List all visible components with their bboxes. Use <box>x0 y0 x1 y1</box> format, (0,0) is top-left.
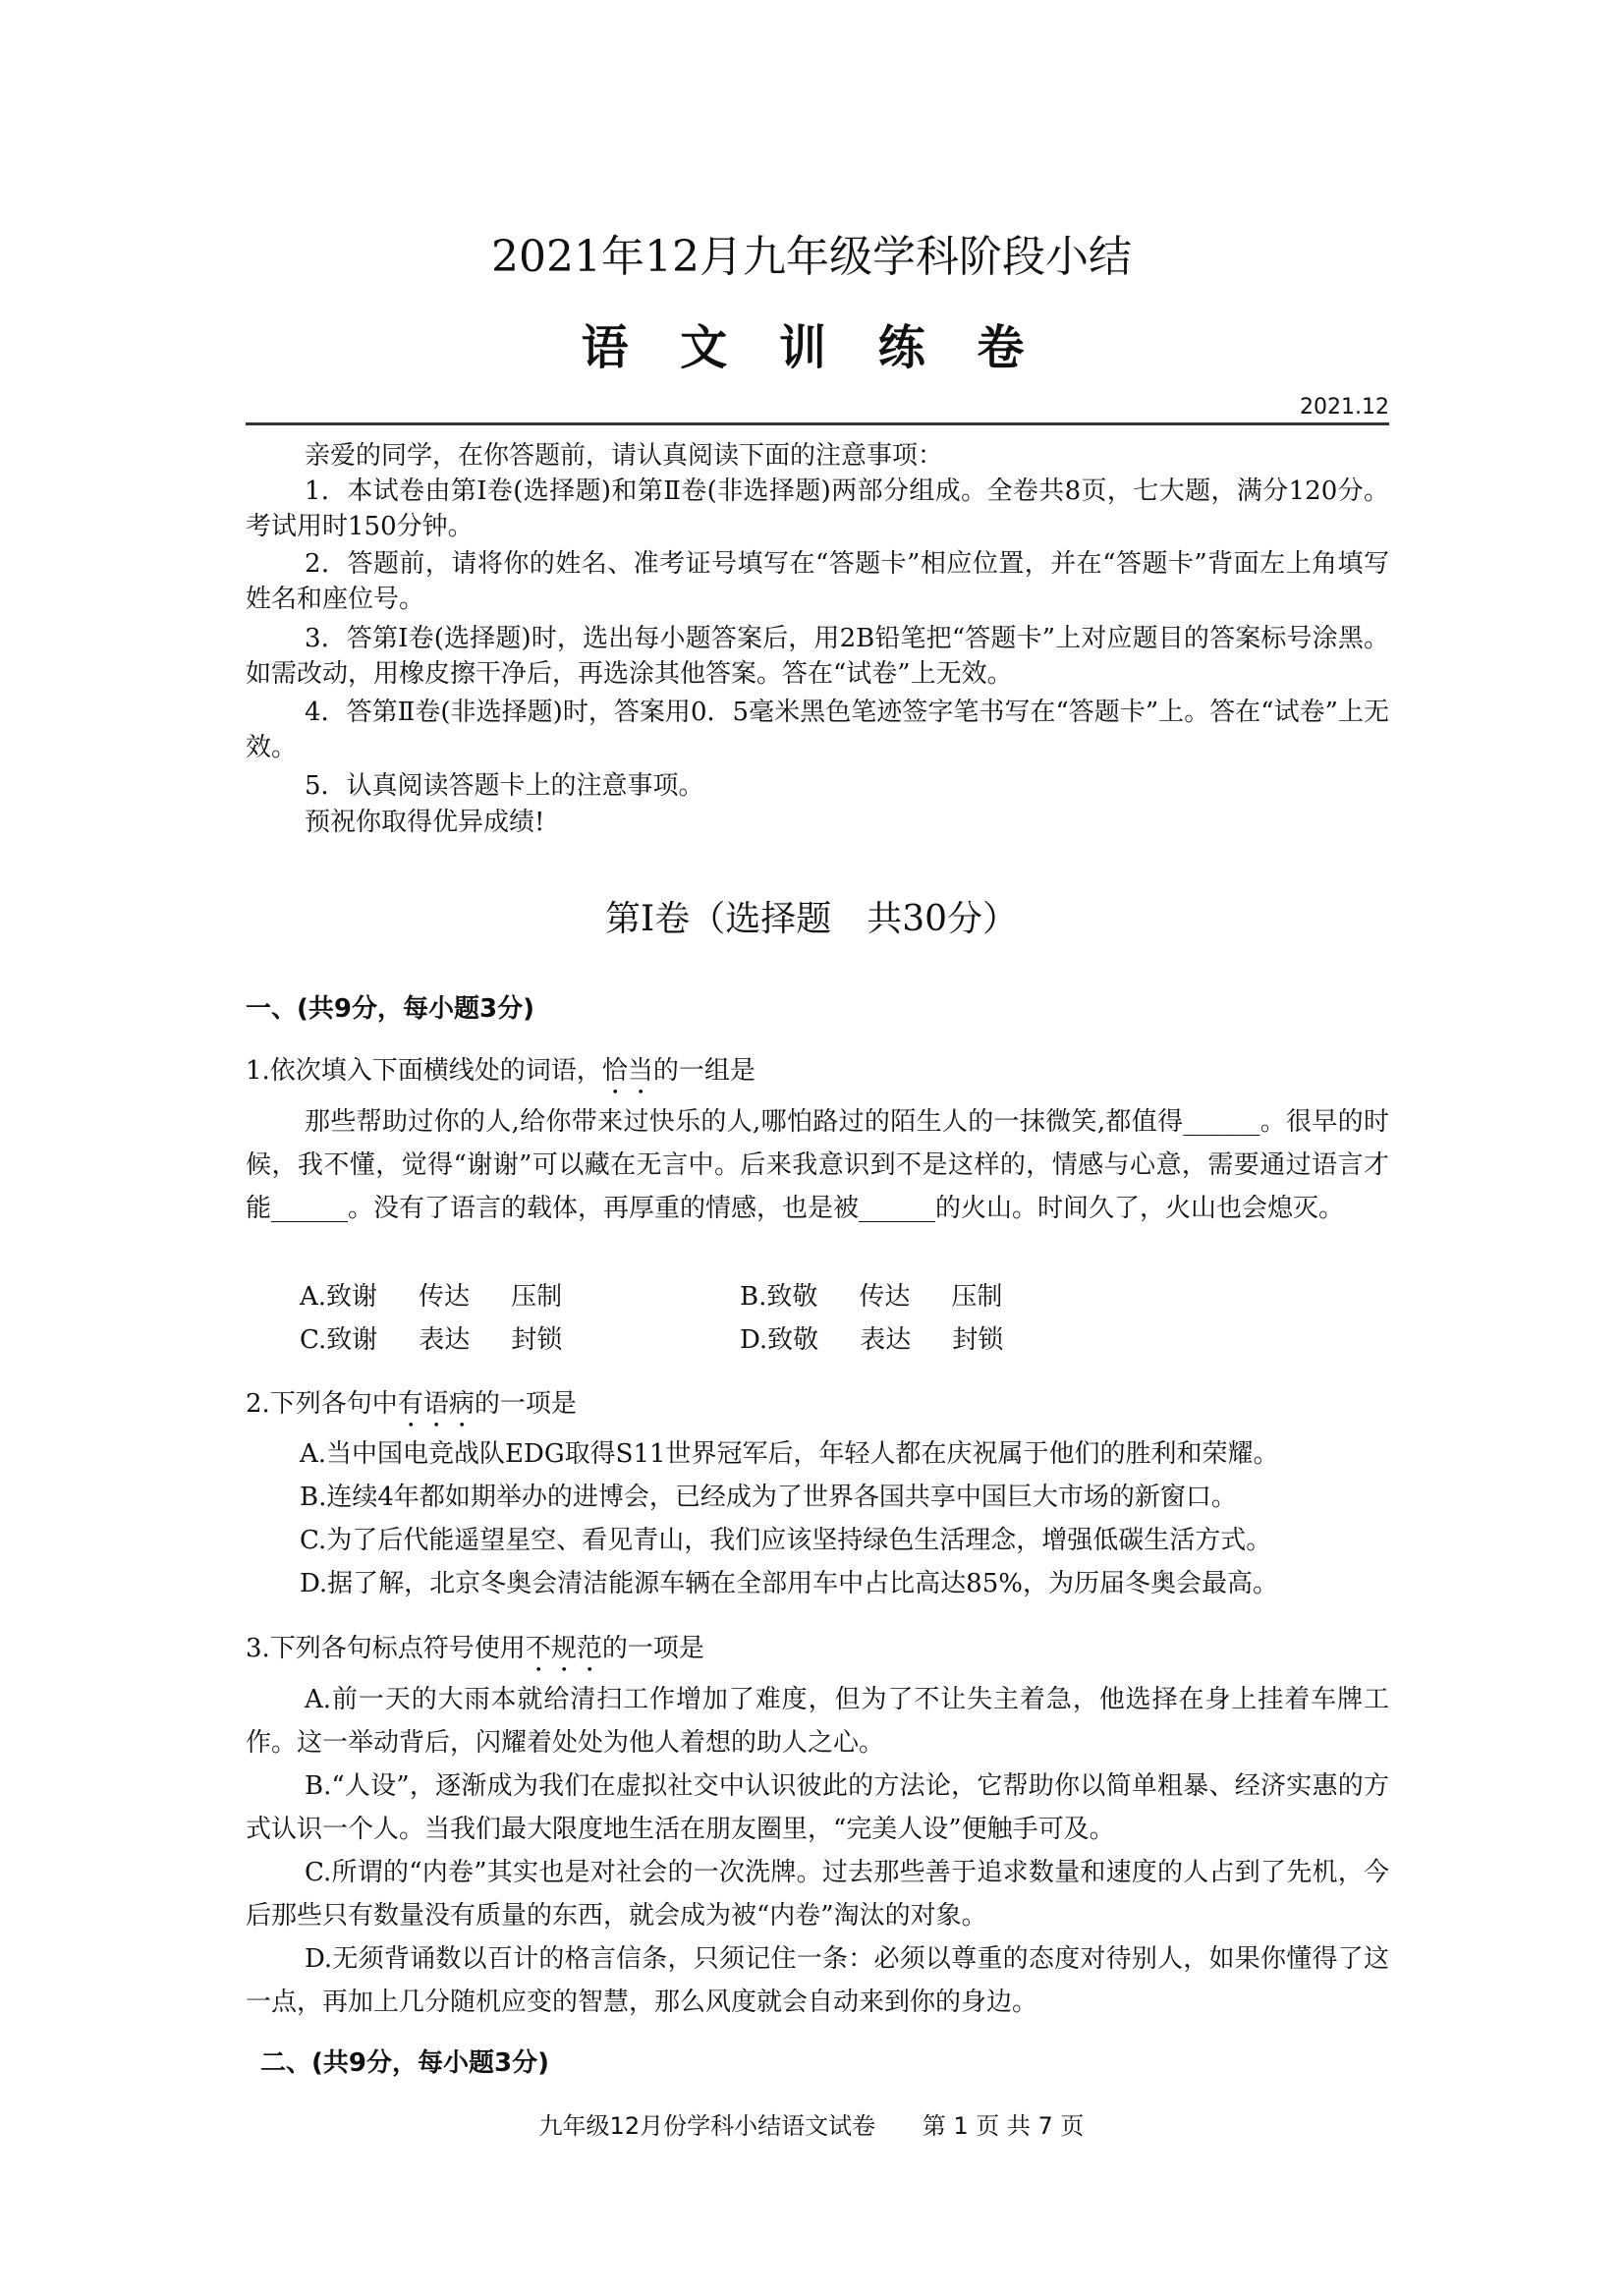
question-2-option-b: B.连续4年都如期举办的进博会，已经成为了世界各国共享中国巨大市场的新窗口。 <box>300 1483 1237 1512</box>
question-3-stem: 3.下列各句标点符号使用不规范的一项是 <box>246 1634 704 1663</box>
notice-wish: 预祝你取得优异成绩! <box>305 808 545 837</box>
option-c: C.致谢 表达 封锁 <box>300 1325 563 1355</box>
notice-item-1: 1．本试卷由第Ⅰ卷(选择题)和第Ⅱ卷(非选择题)两部分组成。全卷共8页，七大题，满分120分。考试用时150分钟。 <box>246 476 1389 541</box>
notice-item-3: 3．答第Ⅰ卷(选择题)时，选出每小题答案后，用2B铅笔把“答题卡”上对应题目的答案标号涂黑。如需改动，用橡皮擦干净后，再选涂其他答案。答在“试卷”上无效。 <box>246 624 1389 689</box>
exam-subtitle: 语 文 训 练 卷 <box>581 320 1042 375</box>
section-title: 第Ⅰ卷（选择题 共30分） <box>604 899 1019 939</box>
question-1-stem: 1.依次填入下面横线处的词语，恰当的一组是 <box>246 1056 756 1086</box>
option-b: B.致敬 传达 压制 <box>740 1282 1003 1312</box>
part1-heading: 一、(共9分，每小题3分) <box>246 994 534 1024</box>
question-1-options-row-1 <box>300 1275 1389 1318</box>
notice-intro: 亲爱的同学，在你答题前，请认真阅读下面的注意事项： <box>305 441 944 471</box>
question-1-options-row-2 <box>300 1318 1389 1362</box>
page-footer <box>0 2106 1623 2141</box>
footer-exam-name: 九年级12月份学科小结语文试卷 <box>538 2112 876 2140</box>
question-2-option-d: D.据了解，北京冬奥会清洁能源车辆在全部用车中占比高达85%，为历届冬奥会最高。 <box>300 1569 1278 1598</box>
question-3-option-b: B.“人设”，逐渐成为我们在虚拟社交中认识彼此的方法论，它帮助你以简单粗暴、经济实惠的方式认识一个人。当我们最大限度地生活在朋友圈里，“完美人设”便触手可及。 <box>246 1771 1389 1844</box>
question-2-stem: 2.下列各句中有语病的一项是 <box>246 1389 577 1419</box>
question-3-option-a: A.前一天的大雨本就给清扫工作增加了难度，但为了不让失主着急，他选择在身上挂着车牌工作。这一举动背后，闪耀着处处为他人着想的助人之心。 <box>246 1685 1389 1758</box>
option-a: A.致谢 传达 压制 <box>300 1282 563 1312</box>
exam-date: 2021.12 <box>1300 395 1389 420</box>
notice-item-2: 2．答题前，请将你的姓名、准考证号填写在“答题卡”相应位置，并在“答题卡”背面左上角填写姓名和座位号。 <box>246 549 1389 614</box>
question-2-option-a: A.当中国电竞战队EDG取得S11世界冠军后，年轻人都在庆祝属于他们的胜利和荣耀。 <box>300 1439 1279 1469</box>
option-d: D.致敬 表达 封锁 <box>740 1325 1004 1355</box>
question-3-option-d: D.无须背诵数以百计的格言信条，只须记住一条：必须以尊重的态度对待别人，如果你懂得了这一点，再加上几分随机应变的智慧，那么风度就会自动来到你的身边。 <box>246 1944 1389 2017</box>
header-divider <box>246 422 1389 425</box>
notice-item-4: 4．答第Ⅱ卷(非选择题)时，答案用0．5毫米黑色笔迹签字笔书写在“答题卡”上。答在“试卷”上无效。 <box>246 698 1389 762</box>
exam-title: 2021年12月九年级学科阶段小结 <box>491 232 1132 282</box>
notice-item-5: 5．认真阅读答题卡上的注意事项。 <box>305 771 704 801</box>
part2-heading: 二、(共9分，每小题3分) <box>260 2048 549 2078</box>
footer-page-number: 第 1 页 共 7 页 <box>922 2112 1085 2140</box>
question-3-option-c: C.所谓的“内卷”其实也是对社会的一次洗牌。过去那些善于追求数量和速度的人占到了先机，今后那些只有数量没有质量的东西，就会成为被“内卷”淘汰的对象。 <box>246 1858 1389 1931</box>
question-1-passage: 那些帮助过你的人,给你带来过快乐的人,哪怕路过的陌生人的一抹微笑,都值得______。很早的时候，我不懂，觉得“谢谢”可以藏在无言中。后来我意识到不是这样的，情感与心意，需要通过语言才能______。没有了语言的载体，再厚重的情感，也是被______的火山。时间久了，火山也会熄灭。 <box>246 1107 1389 1223</box>
question-2-option-c: C.为了后代能遥望星空、看见青山，我们应该坚持绿色生活理念，增强低碳生活方式。 <box>300 1526 1272 1555</box>
